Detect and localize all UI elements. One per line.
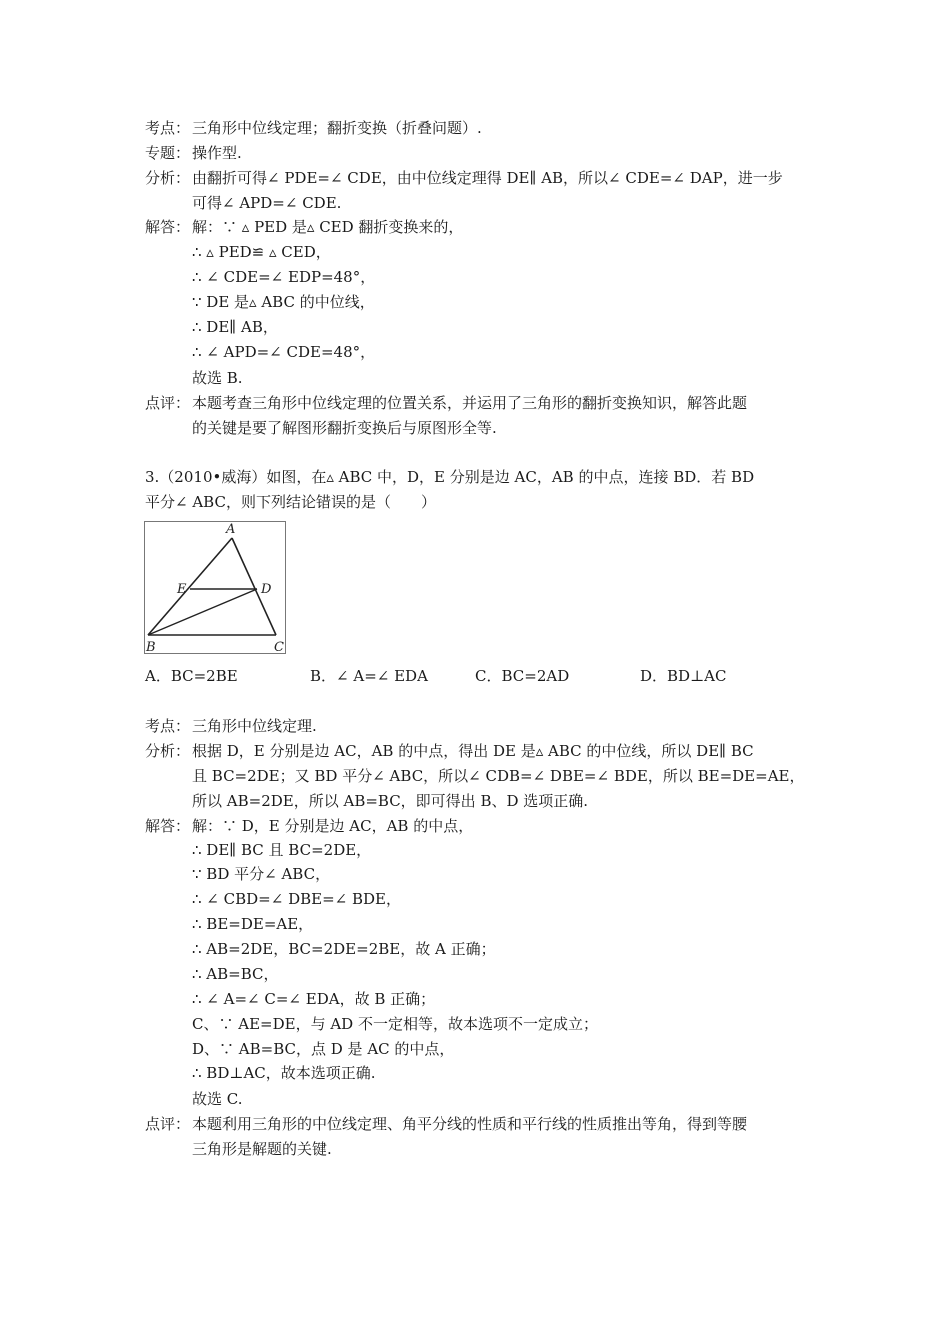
fenxi-line: 可得∠ APD=∠ CDE. bbox=[192, 194, 342, 212]
jieda-line: ∴ ∠ CDE=∠ EDP=48°， bbox=[192, 268, 376, 286]
fenxi-line: 根据 D，E 分别是边 AC，AB 的中点，得出 DE 是▵ ABC 的中位线，所以 DE∥ BC bbox=[192, 742, 754, 760]
triangle-figure bbox=[144, 521, 286, 654]
label-e: E bbox=[177, 582, 187, 597]
dianping-line: 本题利用三角形的中位线定理、角平分线的性质和平行线的性质推出等角，得到等腰 bbox=[192, 1115, 748, 1133]
zhuanti-text: 操作型. bbox=[192, 144, 242, 162]
label-b: B bbox=[146, 640, 156, 654]
jieda-line: ∴ AB=BC， bbox=[192, 965, 279, 983]
label-c: C bbox=[274, 640, 284, 654]
dianping-label-2: 点评： bbox=[145, 1115, 191, 1133]
jieda-line: ∴ ∠ APD=∠ CDE=48°， bbox=[192, 343, 376, 361]
dianping-line: 的关键是要了解图形翻折变换后与原图形全等. bbox=[192, 419, 497, 437]
label-a: A bbox=[226, 522, 236, 537]
jieda-line: ∴ BE=DE=AE， bbox=[192, 915, 314, 933]
jieda-line: ∵ DE 是▵ ABC 的中位线， bbox=[192, 293, 375, 311]
kaodian-text-1: 三角形中位线定理；翻折变换（折叠问题）. bbox=[192, 119, 482, 137]
jieda-line: ∴ ∠ CBD=∠ DBE=∠ BDE， bbox=[192, 890, 401, 908]
option-c: C．BC=2AD bbox=[475, 667, 570, 685]
jieda-line: 解：∵ ▵ PED 是▵ CED 翻折变换来的， bbox=[192, 218, 464, 236]
zhuanti-label: 专题： bbox=[145, 144, 191, 162]
jieda-line: C、∵ AE=DE，与 AD 不一定相等，故本选项不一定成立； bbox=[192, 1015, 598, 1033]
jieda-label-1: 解答： bbox=[145, 218, 191, 236]
fenxi-line: 由翻折可得∠ PDE=∠ CDE，由中位线定理得 DE∥ AB，所以∠ CDE=∠ DAP，进一步 bbox=[192, 169, 783, 187]
label-d: D bbox=[261, 582, 272, 597]
kaodian-label-1: 考点： bbox=[145, 119, 191, 137]
jieda-line: ∵ BD 平分∠ ABC， bbox=[192, 865, 331, 883]
option-d: D．BD⊥AC bbox=[640, 667, 727, 685]
jieda-line: 故选 B. bbox=[192, 369, 243, 387]
jieda-line: ∴ ▵ PED≌ ▵ CED， bbox=[192, 243, 331, 261]
jieda-line: 解：∵ D，E 分别是边 AC，AB 的中点， bbox=[192, 817, 474, 835]
fenxi-label-1: 分析： bbox=[145, 169, 191, 187]
jieda-line: ∴ AB=2DE，BC=2DE=2BE，故 A 正确； bbox=[192, 940, 496, 958]
fenxi-line: 所以 AB=2DE，所以 AB=BC，即可得出 B、D 选项正确. bbox=[192, 792, 589, 810]
jieda-line: 故选 C. bbox=[192, 1090, 243, 1108]
triangle-diagram bbox=[144, 521, 286, 654]
jieda-line: ∴ ∠ A=∠ C=∠ EDA，故 B 正确； bbox=[192, 990, 436, 1008]
dianping-line: 三角形是解题的关键. bbox=[192, 1140, 332, 1158]
fenxi-line: 且 BC=2DE；又 BD 平分∠ ABC，所以∠ CDB=∠ DBE=∠ BDE，所以 BE=DE=AE， bbox=[192, 767, 805, 785]
fenxi-label-2: 分析： bbox=[145, 742, 191, 760]
question-line: 3.（2010•威海）如图，在▵ ABC 中，D，E 分别是边 AC，AB 的中点，连接 BD．若 BD bbox=[145, 468, 755, 486]
option-a: A．BC=2BE bbox=[145, 667, 238, 685]
jieda-line: ∴ DE∥ BC 且 BC=2DE， bbox=[192, 841, 372, 859]
option-b: B．∠ A=∠ EDA bbox=[310, 667, 428, 685]
question-line: 平分∠ ABC，则下列结论错误的是（ ） bbox=[145, 493, 436, 511]
kaodian-label-2: 考点： bbox=[145, 717, 191, 735]
jieda-label-2: 解答： bbox=[145, 817, 191, 835]
dianping-line: 本题考查三角形中位线定理的位置关系，并运用了三角形的翻折变换知识，解答此题 bbox=[192, 394, 748, 412]
jieda-line: ∴ DE∥ AB， bbox=[192, 318, 278, 336]
jieda-line: D、∵ AB=BC，点 D 是 AC 的中点， bbox=[192, 1040, 455, 1058]
jieda-line: ∴ BD⊥AC，故本选项正确. bbox=[192, 1064, 376, 1082]
dianping-label-1: 点评： bbox=[145, 394, 191, 412]
kaodian-text-2: 三角形中位线定理. bbox=[192, 717, 317, 735]
